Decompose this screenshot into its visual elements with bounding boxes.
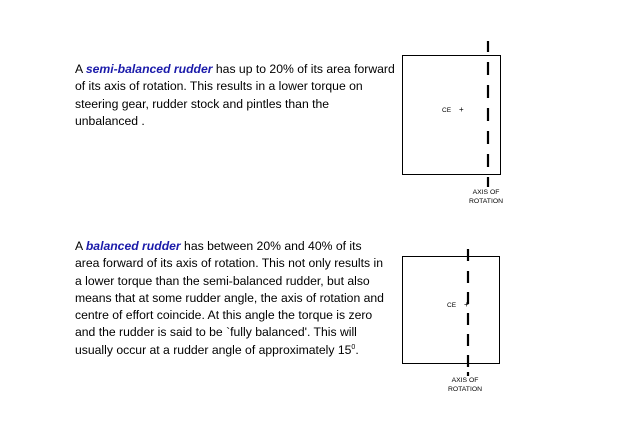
balanced-body: has between 20% and 40% of its area forward of its axis of rotation. This not only results in a lower torque than the semi-balanced rudder, but also means that at some rudder angle, the axis of rotation and centre of effort coincide. At this angle the torque is zero and the rudder is said to be `fully balanced'. This will usually occur at a rudder angle of approximately 15: [75, 239, 384, 357]
balanced-ending: .: [355, 342, 359, 357]
balanced-rudder-outline: [402, 256, 500, 364]
semi-balanced-term: semi-balanced rudder: [85, 62, 213, 76]
axis-label-line1: AXIS OF: [451, 377, 479, 384]
semi-balanced-centre-of-effort-marker: +: [459, 105, 464, 114]
axis-label-line1: AXIS OF: [472, 189, 500, 196]
axis-label-line2: ROTATION: [447, 385, 483, 393]
balanced-centre-of-effort-marker: +: [464, 300, 469, 309]
balanced-term: balanced rudder: [85, 239, 181, 253]
semi-balanced-axis-label: [456, 189, 516, 206]
axis-label-line2: ROTATION: [468, 197, 504, 205]
balanced-intro: A: [75, 239, 86, 253]
semi-balanced-intro: A: [75, 62, 86, 76]
degree-superscript: 0: [351, 343, 356, 351]
balanced-ce-label: CE: [447, 302, 457, 309]
balanced-axis-label: [435, 377, 495, 394]
semi-balanced-body: has up to 20% of its area forward of its axis of rotation. This results in a lower torque on steering gear, rudder stock and pintles than the unbalanced .: [75, 62, 395, 128]
semi-balanced-ce-label: CE: [442, 107, 452, 114]
